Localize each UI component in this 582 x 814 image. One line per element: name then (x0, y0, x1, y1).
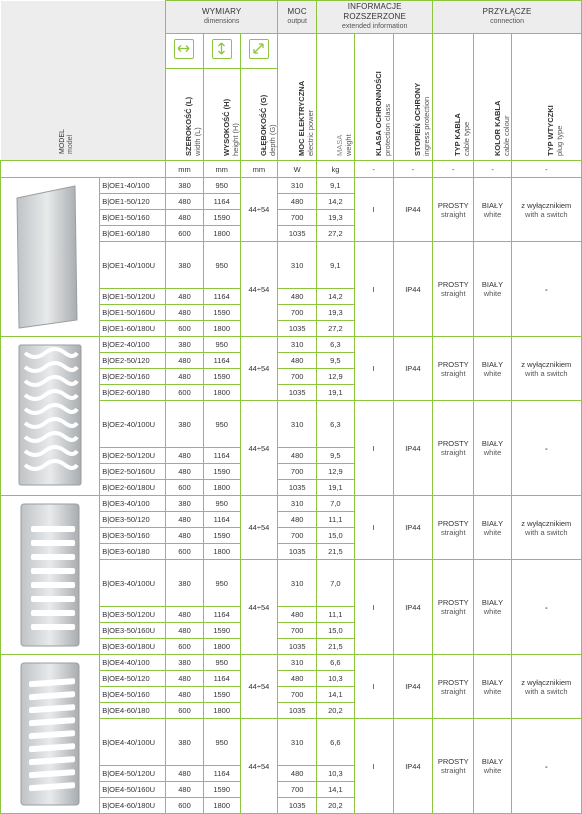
power-value: 310 (278, 655, 317, 671)
model-code: B|OE1-40/100 (100, 178, 166, 194)
unit-cable-type: - (433, 161, 474, 178)
protection-class-value: I (354, 655, 393, 719)
plug-type-pl: z wyłącznikiem (521, 677, 572, 687)
weight-value: 6,3 (317, 337, 354, 353)
group-connection: PRZYŁĄCZE connection (433, 1, 582, 34)
model-code: B|OE2-50/160 (100, 369, 166, 385)
protection-class-value: I (354, 178, 393, 242)
model-code: B|OE4-50/120U (100, 766, 166, 782)
cable-type-pl: PROSTY (437, 757, 469, 766)
table-row (1, 178, 582, 194)
cable-type-value (433, 242, 474, 337)
weight-value: 14,2 (317, 194, 354, 210)
protection-class-value: I (354, 337, 393, 401)
cable-colour-value (474, 719, 511, 814)
power-value: 310 (278, 242, 317, 289)
height-value: 1800 (203, 639, 240, 655)
radiator-flat-panel-image (1, 178, 100, 337)
plug-type-value (511, 560, 581, 655)
height-value: 1800 (203, 798, 240, 814)
height-value: 1590 (203, 782, 240, 798)
height-value: 950 (203, 242, 240, 289)
power-value: 1035 (278, 798, 317, 814)
protection-class-value: I (354, 242, 393, 337)
width-value: 480 (166, 305, 203, 321)
depth-arrows-icon (249, 39, 269, 59)
protection-class-value: I (354, 560, 393, 655)
height-value: 1164 (203, 512, 240, 528)
model-code: B|OE1-40/100U (100, 242, 166, 289)
width-value: 600 (166, 226, 203, 242)
cable-colour-en: white (483, 448, 502, 457)
height-value: 950 (203, 178, 240, 194)
weight-value: 19,1 (317, 385, 354, 401)
cable-type-pl: PROSTY (437, 677, 469, 687)
weight-value: 14,2 (317, 289, 354, 305)
cable-colour-pl: BIAŁY (481, 677, 504, 687)
model-code: B|OE3-50/160 (100, 528, 166, 544)
cable-type-en: straight (440, 368, 466, 378)
weight-value: 11,1 (317, 607, 354, 623)
unit-height: mm (203, 161, 240, 178)
width-value: 600 (166, 321, 203, 337)
ingress-value: IP44 (393, 401, 432, 496)
plug-type-en: with a switch (525, 368, 568, 378)
model-code: B|OE1-60/180U (100, 321, 166, 337)
model-code: B|OE3-50/160U (100, 623, 166, 639)
plug-type-en: with a switch (525, 527, 568, 537)
depth-value: 44÷54 (240, 496, 277, 560)
model-code: B|OE4-50/120 (100, 671, 166, 687)
cable-colour-en: white (483, 209, 502, 219)
height-value: 1800 (203, 226, 240, 242)
model-code: B|OE2-60/180U (100, 480, 166, 496)
col-protection-class: KLASA OCHRONNOŚCI protection class (354, 34, 393, 161)
model-code: B|OE3-40/100 (100, 496, 166, 512)
width-value: 480 (166, 766, 203, 782)
model-code: B|OE3-60/180U (100, 639, 166, 655)
cable-type-pl: PROSTY (437, 280, 469, 289)
cable-colour-en: white (483, 607, 502, 616)
height-value: 1590 (203, 210, 240, 226)
plug-type-value (511, 178, 581, 242)
width-value: 600 (166, 703, 203, 719)
cable-colour-en: white (483, 527, 502, 537)
power-value: 700 (278, 623, 317, 639)
height-value: 1164 (203, 289, 240, 305)
weight-value: 19,3 (317, 210, 354, 226)
power-value: 480 (278, 353, 317, 369)
power-value: 700 (278, 464, 317, 480)
protection-class-value: I (354, 401, 393, 496)
power-value: 480 (278, 512, 317, 528)
power-value: 700 (278, 369, 317, 385)
cable-type-pl: PROSTY (437, 439, 469, 448)
depth-value: 44÷54 (240, 655, 277, 719)
height-value: 950 (203, 337, 240, 353)
plug-type-value (511, 655, 581, 719)
height-value: 1164 (203, 353, 240, 369)
height-value: 1590 (203, 687, 240, 703)
depth-value: 44÷54 (240, 242, 277, 337)
model-label-en: model (66, 134, 74, 154)
protection-class-value: I (354, 496, 393, 560)
cable-colour-value (474, 560, 511, 655)
model-code: B|OE1-50/160 (100, 210, 166, 226)
width-value: 480 (166, 687, 203, 703)
height-value: 950 (203, 655, 240, 671)
col-width: SZEROKOŚĆ (L) width (L) (166, 69, 203, 161)
height-value: 1164 (203, 766, 240, 782)
plug-type-value (511, 337, 581, 401)
cable-colour-pl: BIAŁY (481, 598, 504, 607)
model-code: B|OE2-50/160U (100, 464, 166, 480)
plug-type-value (511, 719, 581, 814)
width-value: 380 (166, 401, 203, 448)
weight-value: 9,1 (317, 242, 354, 289)
power-value: 480 (278, 289, 317, 305)
unit-protection-class: - (354, 161, 393, 178)
plug-type-value (511, 401, 581, 496)
model-code: B|OE1-50/160U (100, 305, 166, 321)
height-value: 1590 (203, 464, 240, 480)
col-ingress: STOPIEŃ OCHRONY ingress protection (393, 34, 432, 161)
power-value: 480 (278, 607, 317, 623)
ingress-value: IP44 (393, 655, 432, 719)
power-value: 480 (278, 766, 317, 782)
height-value: 1164 (203, 607, 240, 623)
power-value: 310 (278, 401, 317, 448)
power-value: 700 (278, 782, 317, 798)
height-value: 1590 (203, 528, 240, 544)
width-value: 480 (166, 512, 203, 528)
power-value: 480 (278, 194, 317, 210)
width-value: 600 (166, 544, 203, 560)
width-value: 380 (166, 719, 203, 766)
weight-value: 6,6 (317, 719, 354, 766)
cable-type-value (433, 178, 474, 242)
ingress-value: IP44 (393, 496, 432, 560)
depth-value: 44÷54 (240, 337, 277, 401)
cable-type-value (433, 496, 474, 560)
width-value: 600 (166, 798, 203, 814)
cable-colour-value (474, 655, 511, 719)
height-value: 1800 (203, 544, 240, 560)
weight-value: 12,9 (317, 464, 354, 480)
model-code: B|OE2-40/100 (100, 337, 166, 353)
weight-value: 14,1 (317, 782, 354, 798)
width-value: 480 (166, 194, 203, 210)
width-value: 380 (166, 337, 203, 353)
height-value: 1800 (203, 321, 240, 337)
model-code: B|OE1-50/120 (100, 194, 166, 210)
cable-type-en: straight (440, 607, 466, 616)
model-code: B|OE1-50/120U (100, 289, 166, 305)
power-value: 1035 (278, 544, 317, 560)
radiator-slant-bars-image (1, 655, 100, 814)
power-value: 1035 (278, 480, 317, 496)
model-code: B|OE3-40/100U (100, 560, 166, 607)
weight-value: 19,1 (317, 480, 354, 496)
table-row (1, 496, 582, 512)
col-cable-type: TYP KABLA cable type (433, 34, 474, 161)
group-output: MOC output (278, 1, 317, 34)
cable-type-value (433, 560, 474, 655)
power-value: 1035 (278, 321, 317, 337)
plug-type-pl: - (545, 443, 548, 453)
depth-value: 44÷54 (240, 719, 277, 814)
ingress-value: IP44 (393, 719, 432, 814)
width-value: 480 (166, 528, 203, 544)
weight-value: 7,0 (317, 496, 354, 512)
unit-weight: kg (317, 161, 354, 178)
power-value: 480 (278, 671, 317, 687)
cable-colour-value (474, 242, 511, 337)
weight-value: 20,2 (317, 798, 354, 814)
cable-type-en: straight (440, 527, 466, 537)
power-value: 700 (278, 687, 317, 703)
width-value: 480 (166, 782, 203, 798)
unit-width: mm (166, 161, 203, 178)
weight-value: 7,0 (317, 560, 354, 607)
radiator-slot-ladder-image (1, 496, 100, 655)
weight-value: 9,5 (317, 448, 354, 464)
cable-colour-en: white (483, 686, 502, 696)
width-value: 600 (166, 385, 203, 401)
model-code: B|OE4-50/160 (100, 687, 166, 703)
radiator-wave-pattern-image (1, 337, 100, 496)
model-header (1, 1, 166, 161)
power-value: 480 (278, 448, 317, 464)
cable-type-en: straight (440, 448, 466, 457)
height-arrows-icon (212, 39, 232, 59)
weight-value: 27,2 (317, 226, 354, 242)
depth-value: 44÷54 (240, 560, 277, 655)
height-value: 1164 (203, 194, 240, 210)
group-dimensions: WYMIARY dimensions (166, 1, 278, 34)
height-value: 950 (203, 496, 240, 512)
col-weight: MASA weight (317, 34, 354, 161)
ingress-value: IP44 (393, 337, 432, 401)
plug-type-en: with a switch (525, 209, 568, 219)
height-value: 1590 (203, 305, 240, 321)
col-plug-type: TYP WTYCZKI plug type (511, 34, 581, 161)
weight-value: 9,5 (317, 353, 354, 369)
power-value: 700 (278, 210, 317, 226)
cable-type-value (433, 719, 474, 814)
depth-value: 44÷54 (240, 401, 277, 496)
power-value: 310 (278, 178, 317, 194)
width-value: 600 (166, 639, 203, 655)
height-value: 1800 (203, 703, 240, 719)
cable-colour-pl: BIAŁY (481, 518, 504, 528)
model-code: B|OE3-50/120U (100, 607, 166, 623)
ingress-value: IP44 (393, 560, 432, 655)
weight-value: 6,6 (317, 655, 354, 671)
power-value: 310 (278, 560, 317, 607)
weight-value: 9,1 (317, 178, 354, 194)
model-code: B|OE2-50/120 (100, 353, 166, 369)
width-value: 480 (166, 671, 203, 687)
units-model-cell (1, 161, 166, 178)
height-value: 1164 (203, 448, 240, 464)
ingress-value: IP44 (393, 178, 432, 242)
weight-value: 14,1 (317, 687, 354, 703)
weight-value: 15,0 (317, 528, 354, 544)
table-row (1, 337, 582, 353)
ingress-value: IP44 (393, 242, 432, 337)
cable-type-pl: PROSTY (437, 598, 469, 607)
width-value: 600 (166, 480, 203, 496)
depth-value: 44÷54 (240, 178, 277, 242)
width-value: 480 (166, 448, 203, 464)
power-value: 700 (278, 305, 317, 321)
power-value: 1035 (278, 385, 317, 401)
plug-type-pl: - (545, 761, 548, 771)
col-cable-colour: KOLOR KABLA cable colour (474, 34, 511, 161)
unit-ingress: - (393, 161, 432, 178)
width-value: 480 (166, 289, 203, 305)
height-value: 1590 (203, 369, 240, 385)
model-code: B|OE3-60/180 (100, 544, 166, 560)
cable-type-en: straight (440, 686, 466, 696)
power-value: 1035 (278, 226, 317, 242)
width-value: 380 (166, 242, 203, 289)
plug-type-pl: - (545, 284, 548, 294)
col-depth: GŁĘBOKOŚĆ (G) depth (G) (240, 69, 277, 161)
width-value: 480 (166, 623, 203, 639)
plug-type-en: with a switch (525, 686, 568, 696)
weight-value: 10,3 (317, 766, 354, 782)
width-value: 380 (166, 178, 203, 194)
plug-type-pl: z wyłącznikiem (521, 200, 572, 210)
cable-colour-value (474, 337, 511, 401)
power-value: 1035 (278, 639, 317, 655)
cable-colour-value (474, 496, 511, 560)
power-value: 310 (278, 719, 317, 766)
plug-type-pl: - (545, 602, 548, 612)
height-value: 1164 (203, 671, 240, 687)
protection-class-value: I (354, 719, 393, 814)
unit-power: W (278, 161, 317, 178)
cable-colour-value (474, 178, 511, 242)
model-code: B|OE2-60/180 (100, 385, 166, 401)
model-code: B|OE4-40/100 (100, 655, 166, 671)
model-code: B|OE3-50/120 (100, 512, 166, 528)
width-value: 380 (166, 496, 203, 512)
width-value: 480 (166, 353, 203, 369)
weight-value: 19,3 (317, 305, 354, 321)
weight-value: 10,3 (317, 671, 354, 687)
cable-colour-pl: BIAŁY (481, 359, 504, 369)
col-height: WYSOKOŚĆ (H) height (H) (203, 69, 240, 161)
model-code: B|OE1-60/180 (100, 226, 166, 242)
width-value: 480 (166, 607, 203, 623)
height-value: 950 (203, 560, 240, 607)
cable-type-value (433, 655, 474, 719)
width-value: 480 (166, 369, 203, 385)
weight-value: 20,2 (317, 703, 354, 719)
model-code: B|OE4-60/180U (100, 798, 166, 814)
width-value: 480 (166, 464, 203, 480)
unit-cable-colour: - (474, 161, 511, 178)
model-code: B|OE4-60/180 (100, 703, 166, 719)
width-value: 380 (166, 655, 203, 671)
weight-value: 12,9 (317, 369, 354, 385)
cable-colour-en: white (483, 368, 502, 378)
model-label-pl: MODEL (58, 129, 66, 154)
width-icon-cell (166, 34, 203, 69)
plug-type-value (511, 496, 581, 560)
weight-value: 6,3 (317, 401, 354, 448)
power-value: 310 (278, 496, 317, 512)
cable-type-en: straight (440, 289, 466, 298)
cable-type-value (433, 401, 474, 496)
col-power: MOC ELEKTRYCZNA electric power (278, 34, 317, 161)
plug-type-pl: z wyłącznikiem (521, 359, 572, 369)
unit-plug-type: - (511, 161, 581, 178)
cable-type-pl: PROSTY (437, 518, 469, 528)
plug-type-value (511, 242, 581, 337)
cable-type-en: straight (440, 209, 466, 219)
cable-colour-pl: BIAŁY (481, 757, 504, 766)
width-arrows-icon (174, 39, 194, 59)
weight-value: 21,5 (317, 639, 354, 655)
cable-type-value (433, 337, 474, 401)
width-value: 380 (166, 560, 203, 607)
weight-value: 11,1 (317, 512, 354, 528)
weight-value: 21,5 (317, 544, 354, 560)
height-value: 950 (203, 719, 240, 766)
model-code: B|OE4-50/160U (100, 782, 166, 798)
power-value: 310 (278, 337, 317, 353)
cable-type-pl: PROSTY (437, 359, 469, 369)
plug-type-pl: z wyłącznikiem (521, 518, 572, 528)
height-value: 1800 (203, 385, 240, 401)
model-code: B|OE4-40/100U (100, 719, 166, 766)
cable-colour-en: white (483, 766, 502, 775)
height-icon-cell (203, 34, 240, 69)
weight-value: 27,2 (317, 321, 354, 337)
height-value: 950 (203, 401, 240, 448)
cable-type-en: straight (440, 766, 466, 775)
cable-colour-pl: BIAŁY (481, 200, 504, 210)
power-value: 700 (278, 528, 317, 544)
width-value: 480 (166, 210, 203, 226)
cable-colour-en: white (483, 289, 502, 298)
table-row (1, 655, 582, 671)
cable-colour-pl: BIAŁY (481, 280, 504, 289)
cable-colour-value (474, 401, 511, 496)
height-value: 1590 (203, 623, 240, 639)
depth-icon-cell (240, 34, 277, 69)
unit-depth: mm (240, 161, 277, 178)
model-code: B|OE2-50/120U (100, 448, 166, 464)
weight-value: 15,0 (317, 623, 354, 639)
cable-type-pl: PROSTY (437, 200, 469, 210)
height-value: 1800 (203, 480, 240, 496)
group-extended-info: INFORMACJE ROZSZERZONE extended information (317, 1, 433, 34)
cable-colour-pl: BIAŁY (481, 439, 504, 448)
power-value: 1035 (278, 703, 317, 719)
model-code: B|OE2-40/100U (100, 401, 166, 448)
